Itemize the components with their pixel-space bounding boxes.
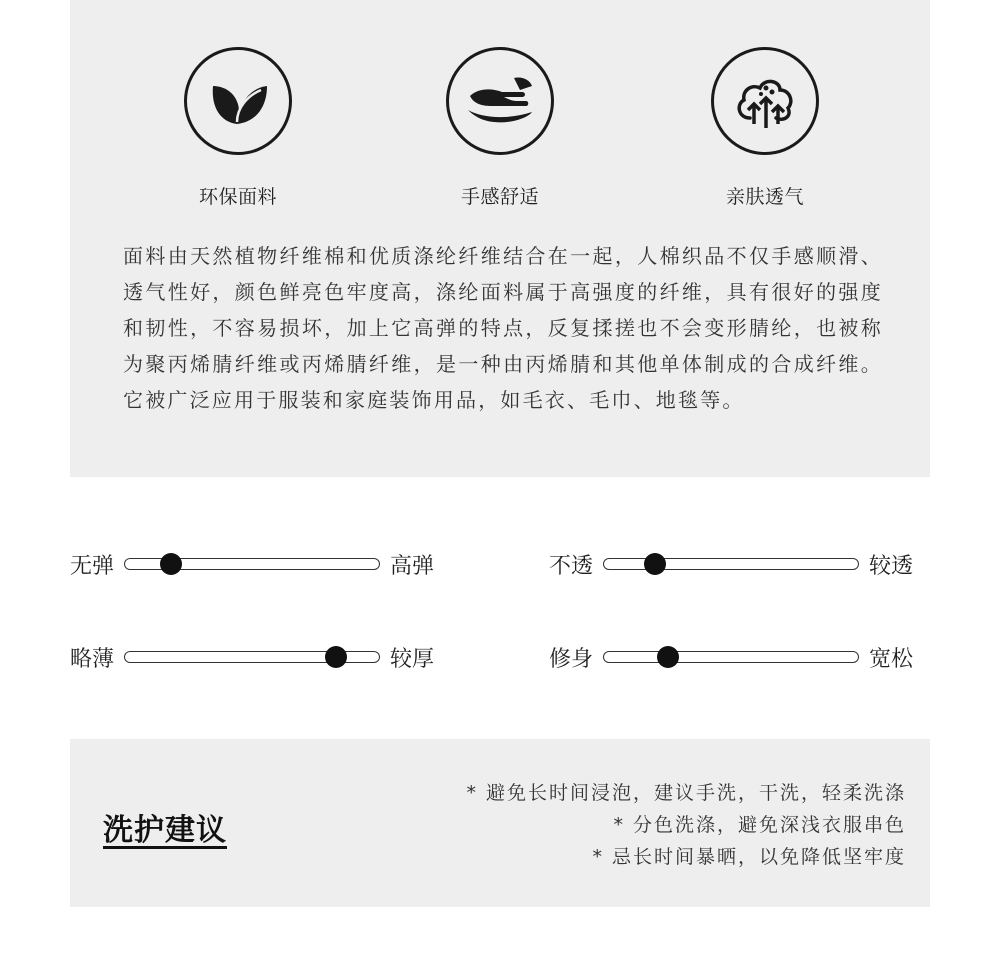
slider-track[interactable] bbox=[124, 558, 380, 570]
features-panel bbox=[70, 0, 930, 477]
leaf-icon bbox=[184, 47, 292, 155]
slider-left-label: 不透 bbox=[549, 553, 594, 579]
feature-breathable bbox=[695, 47, 835, 209]
fabric-description: 面料由天然植物纤维棉和优质涤纶纤维结合在一起，人棉织品不仅手感顺滑、透气性好，颜色鲜亮色牢度高，涤纶面料属于高强度的纤维，具有很好的强度和韧性，不容易损坏，加上它高弹的特点，反复揉搓也不会变形腈纶，也被称为聚丙烯腈纤维或丙烯腈纤维，是一种由丙烯腈和其他单体制成的合成纤维。它被广泛应用于服装和家庭装饰用品，如毛衣、毛巾、地毯等。 bbox=[123, 244, 883, 412]
slider-fit bbox=[549, 642, 913, 672]
care-title: 洗护建议 bbox=[103, 813, 227, 848]
slider-thickness bbox=[70, 642, 434, 672]
slider-knob[interactable] bbox=[160, 553, 182, 575]
slider-elasticity bbox=[70, 549, 434, 579]
care-item: * 忌长时间暴晒，以免降低坚牢度 bbox=[592, 846, 906, 868]
hand-feather-icon bbox=[446, 47, 554, 155]
care-item: * 分色洗涤，避免深浅衣服串色 bbox=[613, 814, 906, 836]
feature-label: 手感舒适 bbox=[460, 186, 539, 208]
breathable-tree-icon bbox=[711, 47, 819, 155]
slider-left-label: 略薄 bbox=[70, 646, 115, 672]
slider-knob[interactable] bbox=[325, 646, 347, 668]
slider-track[interactable] bbox=[603, 558, 859, 570]
slider-track[interactable] bbox=[124, 651, 380, 663]
slider-right-label: 宽松 bbox=[869, 646, 914, 672]
slider-right-label: 较透 bbox=[869, 553, 914, 579]
slider-left-label: 修身 bbox=[549, 646, 594, 672]
slider-right-label: 较厚 bbox=[390, 646, 435, 672]
slider-knob[interactable] bbox=[657, 646, 679, 668]
slider-track[interactable] bbox=[603, 651, 859, 663]
slider-right-label: 高弹 bbox=[390, 553, 435, 579]
care-list bbox=[466, 777, 906, 873]
feature-eco bbox=[168, 47, 308, 209]
care-item: * 避免长时间浸泡，建议手洗，干洗，轻柔洗涤 bbox=[466, 782, 906, 804]
care-panel bbox=[70, 739, 930, 907]
slider-transparency bbox=[549, 549, 913, 579]
feature-label: 环保面料 bbox=[198, 186, 277, 208]
slider-left-label: 无弹 bbox=[70, 553, 115, 579]
feature-comfort bbox=[430, 47, 570, 209]
slider-knob[interactable] bbox=[644, 553, 666, 575]
feature-label: 亲肤透气 bbox=[725, 186, 804, 208]
